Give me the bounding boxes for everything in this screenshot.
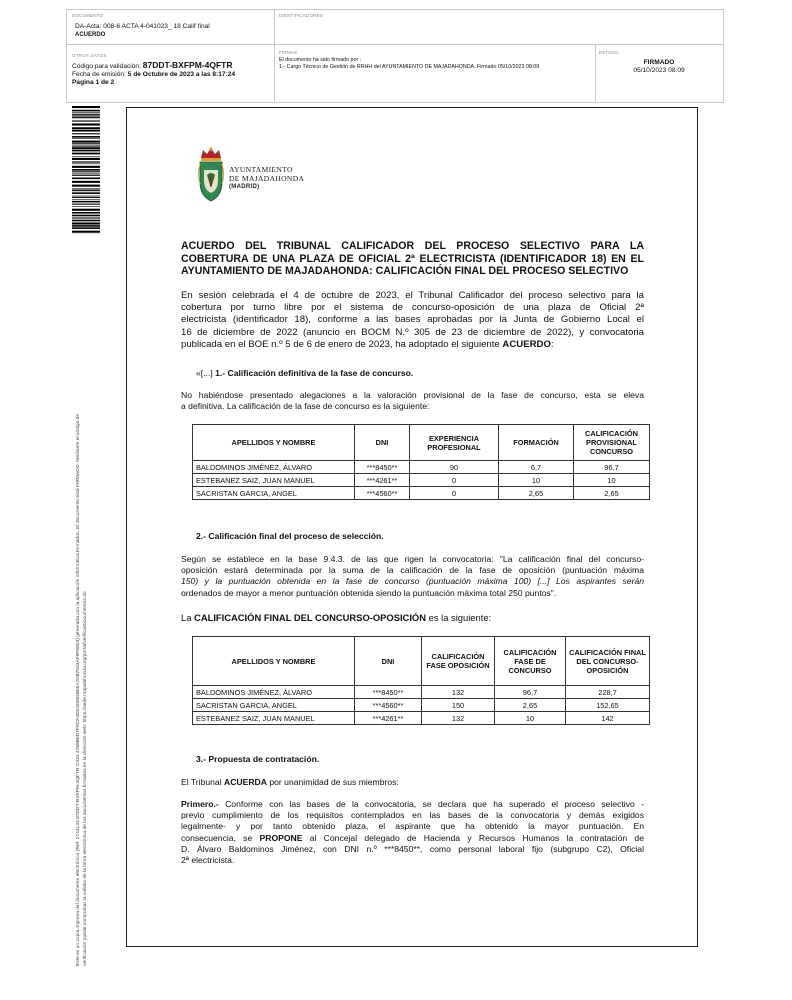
- document-header: [66, 9, 724, 103]
- codigo-value: 87DDT-BXFPM-4QFTR: [142, 60, 233, 70]
- firmas-cell: [279, 50, 591, 71]
- section3-primero: Primero.- Conforme con las bases de la convocatoria, se declara que ha superado el proceso selectivo - previo cumplimiento de los requisitos contemplados en las bases de la convocatoria y demás exigidos legalmente- y por tanto obtenido plaza, el aspirante que ha obtenido la mayor puntuación. En consecuencia, se PROPONE al Concejal delegado de Hacienda y Recursos Humanos la contratación de D. Álvaro Baldominos Jiménez, con DNI n.º ***8450**, como personal laboral fijo (subgrupo C2), Oficial 2ª electricista.: [181, 799, 644, 866]
- concurso-table: [192, 424, 650, 500]
- acuerda-bold: ACUERDA: [224, 777, 267, 787]
- t2-col-concurso: CALIFICACIÓN FASE DE CONCURSO: [495, 637, 566, 686]
- documento-label: DOCUMENTO: [72, 13, 104, 18]
- propone-bold: PROPONE: [259, 832, 303, 843]
- calificacion-final-table: [192, 636, 650, 725]
- t1-col-experiencia: EXPERIENCIA PROFESIONAL: [410, 425, 499, 461]
- section1-paragraph: No habiéndose presentado alegaciones a la valoración provisional de la fase de concurso, esta se eleva a definitiva. La calificación de la fase de concurso es la siguiente:: [181, 390, 644, 412]
- acuerdo-bold: ACUERDO: [502, 338, 551, 350]
- table-row: SACRISTAN GARCIA, ANGEL ***4560** 0 2,65 2,65: [193, 487, 650, 500]
- t2-col-oposicion: CALIFICACIÓN FASE OPOSICIÓN: [422, 637, 495, 686]
- otros-datos-cell: [72, 53, 272, 87]
- verification-side-text: [76, 286, 89, 966]
- estado-label: ESTADO: [599, 50, 619, 55]
- primero-bold: Primero.-: [181, 799, 219, 809]
- side-text-line1: Este es un copia impresa del documento electrónico (Ref: 2744133 87DDT-BXFPM-4QFTR C434 4789B6D7F9CF4D54506D6E6A7D87043AF9F6903) generada con la aplicación informática Firmadoc. El documento está FIRMADO. Mediante el código de: [76, 413, 81, 966]
- section1-heading: «[...] 1.- Calificación definitiva de la fase de concurso.: [196, 368, 414, 378]
- firmas-line2: 1.- Cargo Técnico de Gestión de RRHH del AYUNTAMIENTO DE MAJADAHONDA. Firmado 05/10/2023 08:09: [279, 64, 540, 70]
- logo-text: [229, 165, 304, 192]
- intro-paragraph: En sesión celebrada el 4 de octubre de 2023, el Tribunal Calificador del proceso selectivo para la cobertura por turno libre por el sistema de concurso-oposición de una plaza de Oficial 2ª electricista (identificador 18), conforme a las bases aprobadas por la Junta de Gobierno Local el 16 de diciembre de 2022 (anuncio en BOCM N.º 305 de 23 de diciembre de 2022), y convocatoria publicada en el BOE n.º 5 de 6 de enero de 2023, ha adoptado el siguiente ACUERDO:: [181, 290, 644, 350]
- t2-col-final: CALIFICACIÓN FINAL DEL CONCURSO-OPOSICIÓN: [566, 637, 650, 686]
- t1-col-dni: DNI: [355, 425, 410, 461]
- table-row: ESTEBANEZ SAIZ, JUAN MANUEL ***4261** 0 10 10: [193, 474, 650, 487]
- coat-of-arms-logo: [195, 144, 227, 204]
- barcode: [72, 106, 100, 234]
- pagina: Página 1 de 2: [72, 79, 115, 86]
- fecha-emision: Fecha de emisión: 5 de Octubre de 2023 a las 8:17:24: [72, 71, 236, 78]
- t1-col-nombre: APELLIDOS Y NOMBRE: [193, 425, 355, 461]
- otros-datos-label: OTROS DATOS: [72, 53, 107, 58]
- t2-col-dni: DNI: [355, 637, 422, 686]
- estado-cell: [599, 50, 719, 75]
- t2-col-nombre: APELLIDOS Y NOMBRE: [193, 637, 355, 686]
- section2-heading: 2.- Calificación final del proceso de selección.: [196, 531, 384, 541]
- logo-line1: AYUNTAMIENTO: [229, 165, 293, 174]
- calificacion-final-bold: CALIFICACIÓN FINAL DEL CONCURSO-OPOSICIÓN: [194, 612, 426, 623]
- table2-header-row: [193, 637, 650, 686]
- estado-date: 05/10/2023 08:09: [633, 67, 685, 74]
- logo-line2: DE MAJADAHONDA: [229, 174, 305, 183]
- table-row: ESTEBANEZ SAIZ, JUAN MANUEL ***4261** 132 10 142: [193, 712, 650, 725]
- documento-cell: [72, 13, 272, 39]
- estado-value: FIRMADO: [643, 59, 675, 66]
- table-row: SACRISTAN GARCIA, ANGEL ***4560** 150 2,65 152,65: [193, 699, 650, 712]
- firmas-label: FIRMAS: [279, 50, 298, 55]
- t1-col-formacion: FORMACIÓN: [499, 425, 574, 461]
- documento-value: DA-Acta: 008-6 ACTA 4-041023_ 18 Calif final: [75, 23, 210, 30]
- title-line3: AYUNTAMIENTO DE MAJADAHONDA: CALIFICACIÓN FINAL DEL PROCESO SELECTIVO: [181, 265, 629, 278]
- document-title: [181, 240, 644, 278]
- identificadores-label: IDENTIFICADORES: [279, 13, 324, 18]
- section3-heading: 3.- Propuesta de contratación.: [196, 754, 320, 764]
- section2-intro: La CALIFICACIÓN FINAL DEL CONCURSO-OPOSICIÓN es la siguiente:: [181, 612, 492, 623]
- codigo-validacion: Código para validación: 87DDT-BXFPM-4QFTR: [72, 60, 233, 70]
- side-text-line2: verificación puede comprobar la validez de la firma electrónica de los documentos firmados en la dirección web: https://sede.majadahonda.org/portal/verificarDocumentos.do: [82, 591, 88, 966]
- t1-col-calificacion: CALIFICACIÓN PROVISIONAL CONCURSO: [574, 425, 650, 461]
- title-line1: ACUERDO DEL TRIBUNAL CALIFICADOR DEL PROCESO SELECTIVO PARA LA: [181, 240, 644, 252]
- table1-header-row: [193, 425, 650, 461]
- logo-line3: (MADRID): [229, 184, 260, 190]
- fecha-value: 5 de Octubre de 2023 a las 8:17:24: [127, 71, 236, 78]
- firmas-line1: El documento ha sido firmado por :: [279, 57, 362, 63]
- table-row: BALDOMINOS JIMÉNEZ, ÁLVARO ***8450** 132 96,7 228,7: [193, 686, 650, 699]
- documento-subvalue: ACUERDO: [75, 32, 106, 38]
- section2-paragraph: Según se establece en la base 9.4.3. de las que rigen la convocatoria: "La calificación final del concurso- oposición estará determinada por la suma de la calificación de la fase de oposición (puntuación máxima 150) y la puntuación obtenida en la fase de concurso (puntuación máxima 100) [...] Los aspirantes serán ordenados de mayor a menor puntuación obtenida siendo la puntuación máxima total 250 puntos".: [181, 554, 644, 598]
- table-row: BALDOMINOS JIMÉNEZ, ÁLVARO ***8450** 90 6,7 96,7: [193, 461, 650, 474]
- title-line2: COBERTURA DE UNA PLAZA DE OFICIAL 2ª ELECTRICISTA (IDENTIFICADOR 18) EN EL: [181, 252, 644, 265]
- section3-acuerda: El Tribunal ACUERDA por unanimidad de sus miembros:: [181, 777, 399, 787]
- identificadores-cell: [279, 13, 323, 18]
